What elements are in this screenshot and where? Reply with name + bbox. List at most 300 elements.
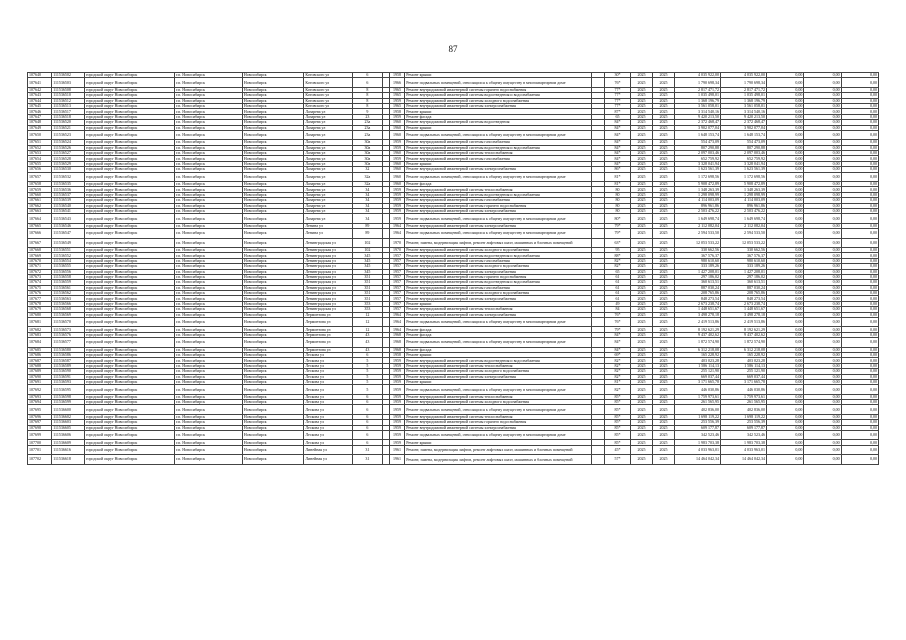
table-cell-year_start: 2025: [631, 114, 653, 119]
table-cell-cost: 253 556,39: [674, 420, 720, 425]
table-cell-cost2: 253 556,39: [720, 420, 766, 425]
table-cell-year_start: 2025: [631, 327, 653, 332]
table-cell-house: 8: [352, 87, 383, 92]
table-cell-okrug: городской округ Новосибирск: [85, 229, 175, 238]
table-cell-row_no: 107701: [28, 445, 52, 454]
table-cell-okrug: городской округ Новосибирск: [85, 414, 175, 419]
table-cell-c17: 0,00: [804, 445, 841, 454]
table-cell-cost2: 4 033 963,01: [720, 445, 766, 454]
table-cell-settlement: г.п. Новосибирск: [174, 269, 242, 274]
table-cell-cost2: 2 673 238,74: [720, 301, 766, 306]
table-cell-cost2: 8 192 621,29: [720, 327, 766, 332]
table-cell-house: 43: [352, 332, 383, 337]
table-cell-col11: 76*: [604, 312, 630, 317]
table-cell-c17: 0,00: [804, 420, 841, 425]
table-cell-year: 1965: [389, 93, 404, 98]
table-cell-year_start: 2025: [631, 394, 653, 399]
table-cell-municipality: Новосибирск: [242, 285, 303, 290]
table-cell-municipality: Новосибирск: [242, 425, 303, 430]
table-cell-house: 31: [352, 445, 383, 454]
table-cell-municipality: Новосибирск: [242, 420, 303, 425]
table-cell-street: Лескова ул: [304, 352, 352, 357]
table-cell-settlement: г.п. Новосибирск: [174, 455, 242, 464]
table-cell-municipality: Новосибирск: [242, 394, 303, 399]
table-cell-c16: 0,00: [767, 247, 804, 252]
table-cell-house: 9: [352, 109, 383, 114]
table-cell-col11: 87*: [604, 109, 630, 114]
table-cell-col11: 61: [604, 291, 630, 296]
table-cell-row_no: 107659: [28, 187, 52, 192]
table-cell-house: 102: [352, 247, 383, 252]
table-cell-code: 111536503: [52, 78, 85, 87]
table-cell-cost2: 1 348 263,39: [720, 187, 766, 192]
table-cell-street: Лазарева ул: [304, 161, 352, 166]
table-cell-street: Лазарева ул: [304, 145, 352, 150]
table-cell-building: [383, 455, 390, 464]
table-cell-c17: 0,00: [804, 161, 841, 166]
table-cell-c18: 0,00: [841, 172, 878, 181]
table-cell-cost: 14 464 042,34: [674, 455, 720, 464]
table-cell-okrug: городской округ Новосибирск: [85, 167, 175, 172]
table-cell-col11: 80: [604, 203, 630, 208]
table-cell-row_no: 107683: [28, 332, 52, 337]
table-cell-cost: 165 228,92: [674, 352, 720, 357]
table-cell-code: 111536573: [52, 327, 85, 332]
table-cell-c16: 0,00: [767, 296, 804, 301]
table-cell-c17: 0,00: [804, 203, 841, 208]
table-cell-work_type: Ремонт внутридомовой инженерной системы газоснабжения: [405, 258, 591, 263]
table-cell-year_start: 2025: [631, 440, 653, 445]
table-cell-year_start: 2025: [631, 358, 653, 363]
table-cell-year_start: 2025: [631, 269, 653, 274]
table-cell-work_type: Ремонт внутридомовой инженерной системы электроснабжения: [405, 296, 591, 301]
table-cell-year_start: 2025: [631, 247, 653, 252]
table-cell-col11: 61: [604, 296, 630, 301]
table-cell-row_no: 107679: [28, 307, 52, 312]
table-cell-code: 111536518: [52, 114, 85, 119]
table-cell-settlement: г.п. Новосибирск: [174, 156, 242, 161]
table-cell-col11: 84*: [604, 130, 630, 139]
table-cell-street: Лескова ул: [304, 431, 352, 440]
table-cell-c16: 0,00: [767, 167, 804, 172]
table-cell-c17: 0,00: [804, 358, 841, 363]
table-cell-municipality: Новосибирск: [242, 291, 303, 296]
table-cell-row_no: 107694: [28, 400, 52, 405]
table-cell-year_start: 2025: [631, 130, 653, 139]
table-cell-municipality: Новосибирск: [242, 167, 303, 172]
table-cell-house: 5: [352, 369, 383, 374]
table-cell-cost2: 3 561 058,01: [720, 103, 766, 108]
table-cell-c18: 0,00: [841, 247, 878, 252]
table-cell-cost2: 446 030,86: [720, 385, 766, 394]
table-cell-row_no: 107692: [28, 385, 52, 394]
table-cell-col11: 81*: [604, 182, 630, 187]
table-cell-work_type: Ремонт, замена, модернизация лифтов, ремонт лифтовых шахт, машинных и блочных помещений: [405, 455, 591, 464]
table-cell-col11: 82*: [604, 385, 630, 394]
table-cell-year_start: 2025: [631, 156, 653, 161]
table-cell-settlement: г.п. Новосибирск: [174, 347, 242, 352]
table-cell-year_end: 2025: [653, 440, 675, 445]
table-cell-house: 23а: [352, 125, 383, 130]
table-cell-house: 5: [352, 363, 383, 368]
table-cell-work_type: Ремонт крыши: [405, 379, 591, 384]
table-cell-cost: 1 368 196,79: [674, 98, 720, 103]
table-cell-year_end: 2025: [653, 203, 675, 208]
table-cell-c16: 0,00: [767, 394, 804, 399]
table-cell-col11: 80: [604, 192, 630, 197]
table-cell-c17: 0,00: [804, 229, 841, 238]
table-cell-year: 1966: [389, 78, 404, 87]
table-cell-okrug: городской округ Новосибирск: [85, 109, 175, 114]
table-cell-row_no: 107665: [28, 223, 52, 228]
table-cell-c18: 0,00: [841, 440, 878, 445]
table-cell-c18: 0,00: [841, 109, 878, 114]
table-cell-cost: 9 437 402,62: [674, 332, 720, 337]
table-cell-c17: 0,00: [804, 214, 841, 223]
table-cell-c16: 0,00: [767, 203, 804, 208]
table-cell-year: 1960: [389, 151, 404, 156]
table-cell-code: 111536577: [52, 338, 85, 347]
table-cell-code: 111536540: [52, 203, 85, 208]
table-cell-house: 12: [352, 327, 383, 332]
table-cell-work_type: Ремонт внутридомовой инженерной системы водоотведения и водоснабжения: [405, 192, 591, 197]
table-cell-year: 1959: [389, 358, 404, 363]
table-cell-work_type: Ремонт крыши: [405, 109, 591, 114]
table-cell-row_no: 107678: [28, 301, 52, 306]
table-cell-col10: [591, 172, 604, 181]
table-cell-settlement: г.п. Новосибирск: [174, 258, 242, 263]
table-cell-c16: 0,00: [767, 425, 804, 430]
table-cell-cost2: 333 189,26: [720, 264, 766, 269]
table-cell-year: 1961: [389, 445, 404, 454]
table-cell-work_type: Ремонт фасада: [405, 114, 591, 119]
table-cell-c18: 0,00: [841, 253, 878, 258]
table-cell-c18: 0,00: [841, 192, 878, 197]
table-cell-year: 1959: [389, 420, 404, 425]
table-cell-municipality: Новосибирск: [242, 352, 303, 357]
table-cell-work_type: Ремонт внутридомовой инженерной системы холодного водоснабжения: [405, 291, 591, 296]
table-cell-okrug: городской округ Новосибирск: [85, 312, 175, 317]
table-cell-c16: 0,00: [767, 151, 804, 156]
table-cell-work_type: Ремонт внутридомовой инженерной системы теплоснабжения: [405, 394, 591, 399]
table-row: [28, 172, 879, 181]
table-cell-work_type: Ремонт крыши: [405, 161, 591, 166]
table-cell-year_end: 2025: [653, 161, 675, 166]
table-cell-c17: 0,00: [804, 291, 841, 296]
table-cell-year: 1959: [389, 425, 404, 430]
table-cell-cost: 887 030,24: [674, 285, 720, 290]
table-cell-house: 34: [352, 203, 383, 208]
table-cell-year_end: 2025: [653, 103, 675, 108]
table-cell-house: 5: [352, 374, 383, 379]
table-cell-year: 1959: [389, 374, 404, 379]
table-cell-street: Котовского ул: [304, 103, 352, 108]
table-cell-c18: 0,00: [841, 182, 878, 187]
table-cell-c18: 0,00: [841, 431, 878, 440]
table-cell-house: 8: [352, 103, 383, 108]
table-cell-settlement: г.п. Новосибирск: [174, 103, 242, 108]
table-cell-year_start: 2025: [631, 425, 653, 430]
table-cell-settlement: г.п. Новосибирск: [174, 140, 242, 145]
table-cell-street: Ленинградская ул: [304, 253, 352, 258]
table-cell-settlement: г.п. Новосибирск: [174, 318, 242, 327]
table-cell-row_no: 107676: [28, 291, 52, 296]
table-cell-year: 1960: [389, 172, 404, 181]
table-cell-year_start: 2025: [631, 78, 653, 87]
table-cell-municipality: Новосибирск: [242, 327, 303, 332]
table-cell-street: Лескова ул: [304, 374, 352, 379]
table-cell-building: [383, 172, 390, 181]
table-cell-year_start: 2025: [631, 214, 653, 223]
table-cell-year_end: 2025: [653, 280, 675, 285]
table-cell-c17: 0,00: [804, 318, 841, 327]
table-cell-year_end: 2025: [653, 229, 675, 238]
table-cell-c17: 0,00: [804, 78, 841, 87]
table-cell-year_start: 2025: [631, 414, 653, 419]
table-cell-year: 1959: [389, 369, 404, 374]
table-cell-municipality: Новосибирск: [242, 358, 303, 363]
table-cell-c16: 0,00: [767, 103, 804, 108]
table-cell-year: 1959: [389, 405, 404, 414]
table-cell-municipality: Новосибирск: [242, 109, 303, 114]
table-cell-col10: [591, 445, 604, 454]
table-cell-year_end: 2025: [653, 394, 675, 399]
table-cell-settlement: г.п. Новосибирск: [174, 440, 242, 445]
table-cell-row_no: 107698: [28, 425, 52, 430]
table-cell-municipality: Новосибирск: [242, 198, 303, 203]
table-cell-c16: 0,00: [767, 187, 804, 192]
table-cell-settlement: г.п. Новосибирск: [174, 312, 242, 317]
table-cell-house: 351: [352, 291, 383, 296]
table-cell-cost: 402 836,00: [674, 405, 720, 414]
table-cell-year: 1959: [389, 198, 404, 203]
table-cell-c18: 0,00: [841, 420, 878, 425]
table-cell-c16: 0,00: [767, 264, 804, 269]
table-cell-cost: 1 348 263,39: [674, 187, 720, 192]
table-cell-street: Лескова ул: [304, 363, 352, 368]
table-cell-c17: 0,00: [804, 130, 841, 139]
table-cell-year_end: 2025: [653, 385, 675, 394]
table-cell-c16: 0,00: [767, 280, 804, 285]
table-cell-house: 6: [352, 405, 383, 414]
table-cell-cost2: 807 290,88: [720, 145, 766, 150]
table-cell-work_type: Ремонт внутридомовой инженерной системы холодного водоснабжения: [405, 400, 591, 405]
table-cell-okrug: городской округ Новосибирск: [85, 156, 175, 161]
table-cell-c17: 0,00: [804, 332, 841, 337]
table-cell-c18: 0,00: [841, 400, 878, 405]
table-cell-okrug: городской округ Новосибирск: [85, 405, 175, 414]
table-cell-work_type: Ремонт подвальных помещений, относящихся к общему имуществу в многоквартирном доме: [405, 385, 591, 394]
table-cell-work_type: Ремонт подвальных помещений, относящихся к общему имуществу в многоквартирном доме: [405, 130, 591, 139]
table-cell-house: 32а: [352, 172, 383, 181]
table-cell-okrug: городской округ Новосибирск: [85, 208, 175, 213]
table-cell-settlement: г.п. Новосибирск: [174, 327, 242, 332]
table-cell-col11: 30*: [604, 73, 630, 78]
table-cell-col10: [591, 385, 604, 394]
table-cell-code: 111536576: [52, 332, 85, 337]
table-cell-year: 1959: [389, 214, 404, 223]
table-cell-year_end: 2025: [653, 363, 675, 368]
table-cell-street: Лазарева ул: [304, 203, 352, 208]
table-cell-code: 111536552: [52, 253, 85, 258]
table-cell-work_type: Ремонт внутридомовой инженерной системы газоснабжения: [405, 156, 591, 161]
table-cell-house: 345: [352, 253, 383, 258]
table-cell-col10: [591, 455, 604, 464]
table-cell-year_end: 2025: [653, 208, 675, 213]
table-cell-municipality: Новосибирск: [242, 214, 303, 223]
table-cell-house: 6: [352, 352, 383, 357]
table-cell-col11: 81*: [604, 379, 630, 384]
table-cell-street: Ленинградская ул: [304, 301, 352, 306]
table-cell-settlement: г.п. Новосибирск: [174, 145, 242, 150]
table-cell-municipality: Новосибирск: [242, 208, 303, 213]
table-cell-c18: 0,00: [841, 312, 878, 317]
table-cell-cost: 2 112 082,04: [674, 223, 720, 228]
table-cell-work_type: Ремонт подвальных помещений, относящихся к общему имуществу в многоквартирном доме: [405, 214, 591, 223]
table-cell-settlement: г.п. Новосибирск: [174, 369, 242, 374]
table-cell-work_type: Ремонт внутридомовой инженерной системы горячего водоснабжения: [405, 274, 591, 279]
table-cell-year_end: 2025: [653, 258, 675, 263]
table-cell-municipality: Новосибирск: [242, 312, 303, 317]
table-cell-street: Лазарева ул: [304, 198, 352, 203]
table-cell-c18: 0,00: [841, 385, 878, 394]
table-cell-year: 1959: [389, 140, 404, 145]
table-cell-building: [383, 338, 390, 347]
table-cell-year_start: 2025: [631, 98, 653, 103]
table-cell-c17: 0,00: [804, 285, 841, 290]
table-cell-okrug: городской округ Новосибирск: [85, 238, 175, 247]
table-cell-municipality: Новосибирск: [242, 301, 303, 306]
table-cell-year: 1959: [389, 414, 404, 419]
table-cell-municipality: Новосибирск: [242, 187, 303, 192]
table-cell-settlement: г.п. Новосибирск: [174, 78, 242, 87]
table-cell-municipality: Новосибирск: [242, 307, 303, 312]
table-cell-year_start: 2025: [631, 285, 653, 290]
table-cell-okrug: городской округ Новосибирск: [85, 327, 175, 332]
table-cell-code: 111536593: [52, 379, 85, 384]
table-cell-c18: 0,00: [841, 98, 878, 103]
table-cell-year_end: 2025: [653, 285, 675, 290]
table-cell-col10: [591, 405, 604, 414]
table-cell-cost2: 12 053 533,22: [720, 238, 766, 247]
table-cell-cost2: 367 576,37: [720, 253, 766, 258]
table-cell-okrug: городской округ Новосибирск: [85, 385, 175, 394]
table-cell-work_type: Ремонт внутридомовой инженерной системы электроснабжения: [405, 208, 591, 213]
table-cell-year: 1959: [389, 394, 404, 399]
table-cell-settlement: г.п. Новосибирск: [174, 352, 242, 357]
table-cell-municipality: Новосибирск: [242, 151, 303, 156]
table-cell-col11: 69*: [604, 352, 630, 357]
table-cell-street: Лазарева ул: [304, 120, 352, 125]
table-cell-c16: 0,00: [767, 198, 804, 203]
table-cell-settlement: г.п. Новосибирск: [174, 214, 242, 223]
table-cell-okrug: городской округ Новосибирск: [85, 400, 175, 405]
table-cell-work_type: Ремонт, замена, модернизация лифтов, ремонт лифтовых шахт, машинных и блочных помещений: [405, 445, 591, 454]
table-cell-c16: 0,00: [767, 414, 804, 419]
table-cell-c16: 0,00: [767, 140, 804, 145]
table-cell-row_no: 107644: [28, 98, 52, 103]
table-cell-municipality: Новосибирск: [242, 338, 303, 347]
table-cell-col11: 63*: [604, 238, 630, 247]
table-cell-settlement: г.п. Новосибирск: [174, 161, 242, 166]
table-cell-settlement: г.п. Новосибирск: [174, 264, 242, 269]
table-cell-okrug: городской округ Новосибирск: [85, 140, 175, 145]
table-cell-code: 111536510: [52, 93, 85, 98]
table-cell-code: 111536570: [52, 318, 85, 327]
table-cell-code: 111536549: [52, 238, 85, 247]
table-cell-c16: 0,00: [767, 405, 804, 414]
table-cell-house: 6: [352, 73, 383, 78]
table-cell-settlement: г.п. Новосибирск: [174, 445, 242, 454]
table-cell-year: 1959: [389, 114, 404, 119]
table-cell-year: 1957: [389, 274, 404, 279]
table-cell-street: Лермонтова ул: [304, 338, 352, 347]
table-cell-code: 111536602: [52, 414, 85, 419]
table-cell-year: 1959: [389, 385, 404, 394]
table-cell-year_end: 2025: [653, 312, 675, 317]
table-cell-settlement: г.п. Новосибирск: [174, 400, 242, 405]
table-cell-cost2: 3 328 041,94: [720, 161, 766, 166]
table-cell-year_end: 2025: [653, 400, 675, 405]
table-cell-c17: 0,00: [804, 312, 841, 317]
table-cell-year: 1959: [389, 98, 404, 103]
table-cell-year_start: 2025: [631, 229, 653, 238]
table-cell-work_type: Ремонт внутридомовой инженерной системы холодного водоснабжения: [405, 369, 591, 374]
table-cell-year: 1957: [389, 296, 404, 301]
table-cell-okrug: городской округ Новосибирск: [85, 445, 175, 454]
table-cell-year_end: 2025: [653, 182, 675, 187]
table-cell-col10: [591, 229, 604, 238]
table-cell-c16: 0,00: [767, 338, 804, 347]
table-cell-c17: 0,00: [804, 338, 841, 347]
table-cell-c16: 0,00: [767, 223, 804, 228]
table-cell-year_end: 2025: [653, 269, 675, 274]
table-cell-c18: 0,00: [841, 347, 878, 352]
table-cell-work_type: Ремонт внутридомовой инженерной системы водоотведения и водоснабжения: [405, 145, 591, 150]
table-cell-cost2: 9 420 213,50: [720, 114, 766, 119]
table-cell-cost2: 2 503 476,22: [720, 208, 766, 213]
table-cell-row_no: 107689: [28, 369, 52, 374]
table-cell-cost: 6 312 218,08: [674, 347, 720, 352]
table-cell-year_end: 2025: [653, 301, 675, 306]
table-cell-year: 1968: [389, 338, 404, 347]
table-cell-house: 43: [352, 347, 383, 352]
table-cell-row_no: 107668: [28, 247, 52, 252]
table-cell-cost: 2 673 238,74: [674, 301, 720, 306]
table-cell-work_type: Ремонт внутридомовой инженерной системы холодного водоснабжения: [405, 247, 591, 252]
table-cell-municipality: Новосибирск: [242, 98, 303, 103]
table-cell-cost2: 330 662,56: [720, 247, 766, 252]
table-cell-code: 111536502: [52, 73, 85, 78]
table-cell-municipality: Новосибирск: [242, 120, 303, 125]
table-cell-street: Котовского ул: [304, 98, 352, 103]
table-cell-cost2: 402 836,00: [720, 405, 766, 414]
table-cell-cost: 2 372 468,47: [674, 120, 720, 125]
table-cell-year_start: 2025: [631, 93, 653, 98]
table-cell-street: Лазарева ул: [304, 208, 352, 213]
table-cell-okrug: городской округ Новосибирск: [85, 87, 175, 92]
table-cell-work_type: Ремонт внутридомовой инженерной системы теплоснабжения: [405, 363, 591, 368]
table-cell-cost2: 403 023,28: [720, 358, 766, 363]
table-cell-row_no: 107660: [28, 192, 52, 197]
table-cell-cost: 333 189,26: [674, 264, 720, 269]
table-cell-year_end: 2025: [653, 140, 675, 145]
table-cell-year: 1959: [389, 203, 404, 208]
table-cell-okrug: городской округ Новосибирск: [85, 274, 175, 279]
table-cell-year_start: 2025: [631, 103, 653, 108]
table-cell-okrug: городской округ Новосибирск: [85, 307, 175, 312]
table-cell-code: 111536616: [52, 445, 85, 454]
